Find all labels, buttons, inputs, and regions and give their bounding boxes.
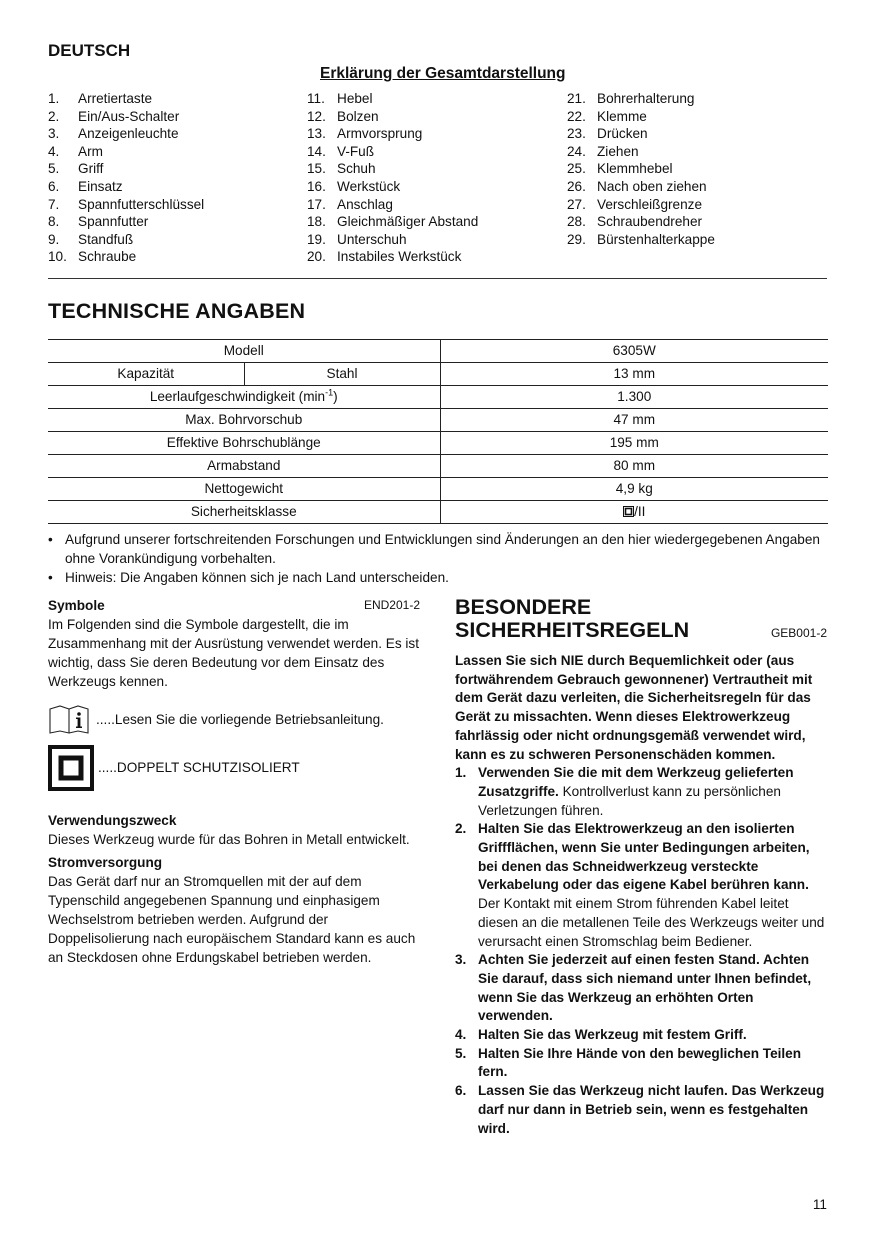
spec-label: Modell: [48, 340, 440, 363]
table-row: [48, 340, 828, 363]
spec-table: [48, 339, 828, 524]
legend-item: 26. Nach oben ziehen: [567, 178, 707, 194]
legend-item: 29. Bürstenhalterkappe: [567, 231, 715, 247]
symbols-intro: Im Folgenden sind die Symbole dargestellt, die im Zusammenhang mit der Ausrüstung verwendet werden. Es ist wichtig, dass Sie deren Bedeutung vor dem Einsatz des Werkzeugs kennen.: [48, 617, 419, 689]
safety-intro: Lassen Sie sich NIE durch Bequemlichkeit oder (aus fortwährendem Gebrauch gewonnener) Vertrautheit mit dem Gerät dazu verleiten, die Sicherheitsregeln für das Gerät zu missachten. Wenn dieses Elektrowerkzeug fahrlässig oder nicht ordnungsgemäß verwendet wird, kann es zu schweren Personenschäden kommen.: [455, 653, 813, 762]
symbols-title: Symbole: [48, 598, 105, 613]
spec-sublabel: Stahl: [244, 363, 440, 386]
legend-item: 15. Schuh: [307, 161, 376, 177]
legend-item: 16. Werkstück: [307, 178, 401, 194]
symbol-read-manual: [48, 705, 420, 735]
symbols-header: [48, 596, 420, 615]
list-item: 4. Halten Sie das Werkzeug mit festem Griff.: [455, 1027, 747, 1043]
usage-header: [48, 811, 420, 830]
list-item: 2. Halten Sie das Elektrowerkzeug an den isolierten Griffflächen, wenn Sie unter Bedingungen arbeiten, bei denen das Schneidwerkzeug versteckte Verkabelung oder das eigene Kabel berühren kann. Der Kontakt mit einem Strom führenden Kabel leitet diesen an die metallenen Teile des Werkzeugs weiter und verursacht einen Stromschlag beim Bediener.: [455, 821, 825, 949]
symbol-read-manual-text: .....Lesen Sie die vorliegende Betriebsanleitung.: [96, 712, 384, 727]
legend-item: 2. Ein/Aus-Schalter: [48, 108, 180, 124]
legend-item: 10. Schraube: [48, 249, 137, 265]
spec-label: Leerlaufgeschwindigkeit $(\min^{-1})$: [48, 386, 440, 409]
usage-text: Dieses Werkzeug wurde für das Bohren in Metall entwickelt.: [48, 832, 410, 847]
spec-value: 195 mm: [440, 432, 828, 455]
language-heading: DEUTSCH: [48, 41, 131, 60]
table-row: [48, 455, 828, 478]
safety-code: GEB001-2: [770, 626, 827, 640]
usage-title: Verwendungszweck: [48, 813, 177, 828]
power-header: [48, 853, 420, 872]
spec-label: Sicherheitsklasse: [48, 501, 440, 524]
table-row: [48, 386, 828, 409]
table-row: [48, 409, 828, 432]
legend-item: 12. Bolzen: [307, 108, 379, 124]
manual-book-icon: [48, 705, 92, 735]
legend-item: 9. Standfuß: [48, 231, 134, 247]
spec-value: 13 mm: [440, 363, 828, 386]
spec-value: 1.300: [440, 386, 828, 409]
legend-item: 8. Spannfutter: [48, 214, 149, 230]
legend-column-3: [567, 90, 817, 248]
legend-item: 3. Anzeigenleuchte: [48, 126, 179, 142]
spec-value: 80 mm: [440, 455, 828, 478]
legend-column-2: [307, 90, 557, 266]
safety-rules-header: [455, 596, 827, 642]
spec-value: 47 mm: [440, 409, 828, 432]
symbol-double-insulation: [48, 745, 420, 791]
legend-item: 7. Spannfutterschlüssel: [48, 196, 205, 212]
safety-title-line2: SICHERHEITSREGELN: [455, 618, 690, 642]
spec-label: Nettogewicht: [48, 478, 440, 501]
spec-notes: [48, 530, 828, 587]
page-number: 11: [812, 1197, 827, 1212]
legend-item: 19. Unterschuh: [307, 231, 407, 247]
tech-specs-title: TECHNISCHE ANGABEN: [48, 299, 306, 323]
legend-item: 1. Arretiertaste: [48, 91, 153, 106]
legend-item: 23. Drücken: [567, 126, 648, 142]
list-item: 1. Verwenden Sie die mit dem Werkzeug gelieferten Zusatzgriffe. Kontrollverlust kann zu persönlichen Verletzungen führen.: [455, 765, 794, 818]
spec-value: /II: [440, 501, 828, 524]
legend-item: 20. Instabiles Werkstück: [307, 249, 462, 265]
symbols-code: END201-2: [363, 598, 420, 612]
power-title: Stromversorgung: [48, 855, 163, 870]
left-column: [48, 596, 420, 967]
power-text: Das Gerät darf nur an Stromquellen mit der auf dem Typenschild angegebenen Spannung und einphasigem Wechselstrom betrieben werden. Aufgrund der Doppelisolierung nach europäischem Standard kann es auch an Steckdosen ohne Erdungskabel betrieben werden.: [48, 874, 416, 965]
symbol-double-insulation-text: .....DOPPELT SCHUTZISOLIERT: [98, 760, 300, 775]
spec-value: 6305W: [440, 340, 828, 363]
legend-item: 18. Gleichmäßiger Abstand: [307, 214, 479, 230]
legend-item: 17. Anschlag: [307, 196, 393, 212]
section-divider: [48, 278, 827, 279]
legend-item: 24. Ziehen: [567, 143, 639, 159]
legend-item: 14. V-Fuß: [307, 143, 375, 159]
legend-item: 28. Schraubendreher: [567, 214, 703, 230]
legend-item: 25. Klemmhebel: [567, 161, 673, 177]
legend-item: 13. Armvorsprung: [307, 126, 423, 142]
list-item: • Aufgrund unserer fortschreitenden Forschungen und Entwicklungen sind Änderungen an den hier wiedergegebenen Angaben ohne Vorankündigung vorbehalten.: [48, 530, 828, 568]
table-row: [48, 478, 828, 501]
legend-item: 11. Hebel: [307, 91, 373, 106]
list-item: 3. Achten Sie jederzeit auf einen festen Stand. Achten Sie darauf, dass sich niemand unter Ihnen befindet, wenn Sie das Werkzeug an erhöhten Orten verwenden.: [455, 952, 812, 1024]
double-insulation-icon: [623, 506, 634, 517]
safety-title-line1: BESONDERE: [455, 595, 592, 619]
table-row: [48, 501, 828, 524]
spec-label: Armabstand: [48, 455, 440, 478]
legend-item: 6. Einsatz: [48, 178, 123, 194]
legend-item: 22. Klemme: [567, 108, 647, 124]
list-item: • Hinweis: Die Angaben können sich je nach Land unterscheiden.: [48, 568, 828, 587]
spec-value: 4,9 kg: [440, 478, 828, 501]
table-row: [48, 432, 828, 455]
legend-column-1: [48, 90, 298, 266]
legend-item: 27. Verschleißgrenze: [567, 196, 703, 212]
table-row: [48, 363, 828, 386]
safety-rules-list: [455, 764, 827, 1138]
spec-label: Kapazität: [48, 363, 244, 386]
legend-item: 5. Griff: [48, 161, 104, 177]
spec-label: Effektive Bohrschublänge: [48, 432, 440, 455]
legend-title: Erklärung der Gesamtdarstellung: [320, 65, 566, 82]
legend-item: 21. Bohrerhalterung: [567, 91, 695, 106]
right-column: [455, 596, 827, 1138]
list-item: 6. Lassen Sie das Werkzeug nicht laufen. Das Werkzeug darf nur dann in Betrieb sein, wenn es festgehalten wird.: [455, 1083, 825, 1136]
legend-item: 4. Arm: [48, 143, 103, 159]
list-item: 5. Halten Sie Ihre Hände von den beweglichen Teilen fern.: [455, 1045, 802, 1080]
double-insulation-large-icon: [48, 745, 94, 791]
spec-label: Max. Bohrvorschub: [48, 409, 440, 432]
